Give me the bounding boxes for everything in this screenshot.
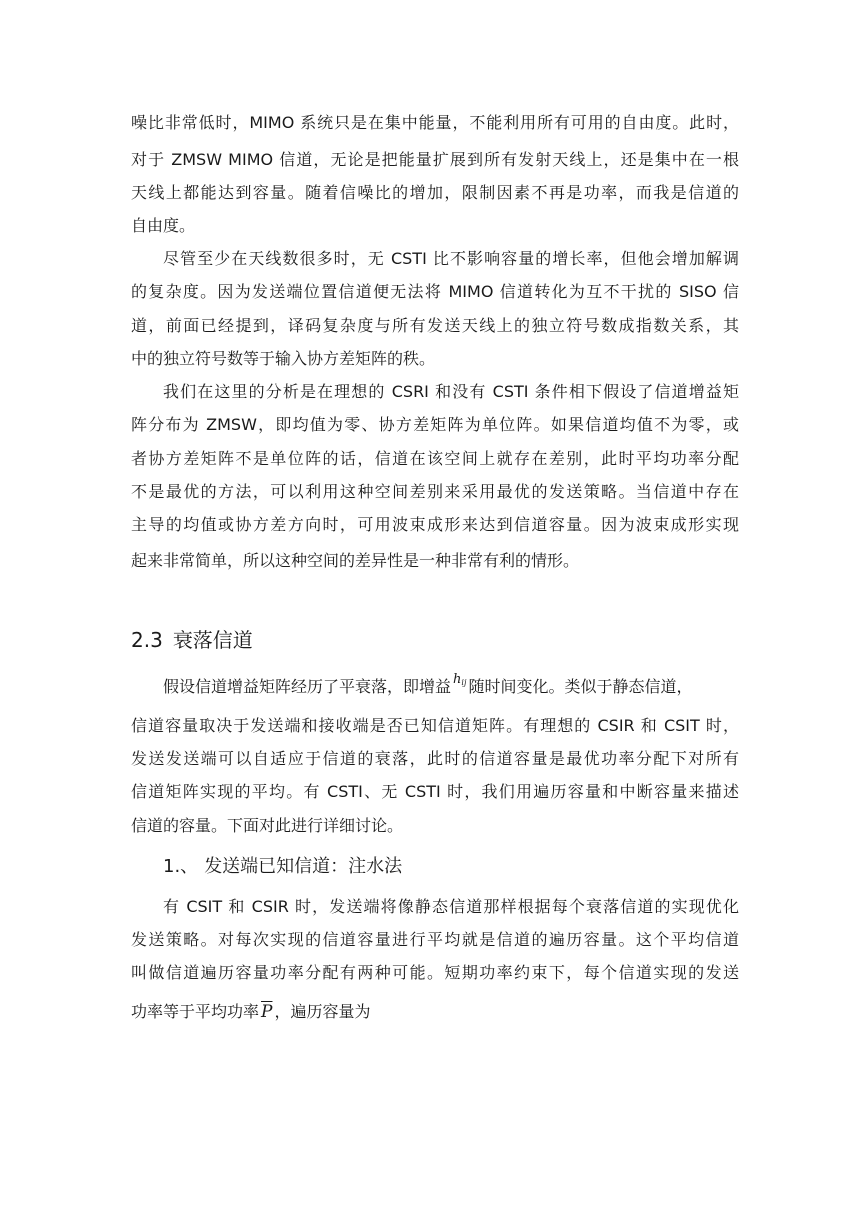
- paragraph3-line4: 不是最优的方法，可以利用这种空间差别来采用最优的发送策略。当信道中存在: [131, 482, 739, 501]
- paragraph4-line3: 发送发送端可以自适应于信道的衰落，此时的信道容量是最优功率分配下对所有: [131, 749, 739, 768]
- paragraph2-line3: 道，前面已经提到，译码复杂度与所有发送天线上的独立符号数成指数关系，其: [131, 316, 739, 335]
- paragraph1-line1: 噪比非常低时，MIMO 系统只是在集中能量，不能利用所有可用的自由度。此时，: [131, 113, 739, 132]
- paragraph4-line1-after: 随时间变化。类似于静态信道，: [468, 677, 693, 696]
- paragraph1-line2: 对于 ZMSW MIMO 信道，无论是把能量扩展到所有发射天线上，还是集中在一根: [131, 150, 739, 169]
- subsection-title: 发送端已知信道：注水法: [204, 856, 403, 877]
- paragraph4-line1-before: 假设信道增益矩阵经历了平衰落，即增益: [163, 677, 452, 696]
- paragraph4-line2: 信道容量取决于发送端和接收端是否已知信道矩阵。有理想的 CSIR 和 CSIT 时，: [131, 716, 739, 735]
- paragraph5-line4: [131, 1002, 739, 1022]
- paragraph3-line3: 者协方差矩阵不是单位阵的话，信道在该空间上就存在差别，此时平均功率分配: [131, 449, 739, 468]
- section-title: 衰落信道: [172, 628, 253, 652]
- paragraph5-line1: 有 CSIT 和 CSIR 时，发送端将像静态信道那样根据每个衰落信道的实现优化: [163, 897, 739, 916]
- paragraph2-line1: 尽管至少在天线数很多时，无 CSTI 比不影响容量的增长率，但他会增加解调: [163, 249, 739, 268]
- paragraph4-line1: [163, 672, 739, 702]
- gain-symbol: [453, 672, 466, 687]
- paragraph2-line2: 的复杂度。因为发送端位置信道便无法将 MIMO 信道转化为互不干扰的 SISO 信: [131, 282, 739, 301]
- paragraph5-line3: 叫做信道遍历容量功率分配有两种可能。短期功率约束下，每个信道实现的发送: [131, 963, 739, 982]
- paragraph2-line4: 中的独立符号数等于输入协方差矩阵的秩。: [131, 349, 436, 368]
- average-power-symbol: $\overline{P}$: [261, 1002, 273, 1022]
- paragraph1-line3: 天线上都能达到容量。随着信噪比的增加，限制因素不再是功率，而我是信道的: [131, 183, 739, 202]
- paragraph4-line4: 信道矩阵实现的平均。有 CSTI、无 CSTI 时，我们用遍历容量和中断容量来描述: [131, 782, 739, 801]
- paragraph1-line4: 自由度。: [131, 216, 196, 235]
- paragraph3-line5: 主导的均值或协方差方向时，可用波束成形来达到信道容量。因为波束成形实现: [131, 515, 739, 534]
- section-number: 2.3: [131, 628, 163, 652]
- paragraph5-line4-before: 功率等于平均功率: [131, 1002, 260, 1021]
- gain-symbol-subscript: ij: [461, 678, 467, 687]
- section-heading: [131, 628, 253, 652]
- paragraph4-line5: 信道的容量。下面对此进行详细讨论。: [131, 816, 404, 835]
- subsection-heading: [163, 856, 402, 878]
- paragraph3-line6: 起来非常简单，所以这种空间的差异性是一种非常有利的情形。: [131, 551, 580, 570]
- subsection-number: 1.、: [163, 856, 199, 877]
- paragraph3-line2: 阵分布为 ZMSW，即均值为零、协方差矩阵为单位阵。如果信道均值不为零，或: [131, 415, 739, 434]
- paragraph3-line1: 我们在这里的分析是在理想的 CSRI 和没有 CSTI 条件相下假设了信道增益矩: [163, 382, 739, 401]
- paragraph5-line4-after: ，遍历容量为: [274, 1002, 371, 1021]
- gain-symbol-main: h: [453, 672, 462, 687]
- paragraph5-line2: 发送策略。对每次实现的信道容量进行平均就是信道的遍历容量。这个平均信道: [131, 930, 739, 949]
